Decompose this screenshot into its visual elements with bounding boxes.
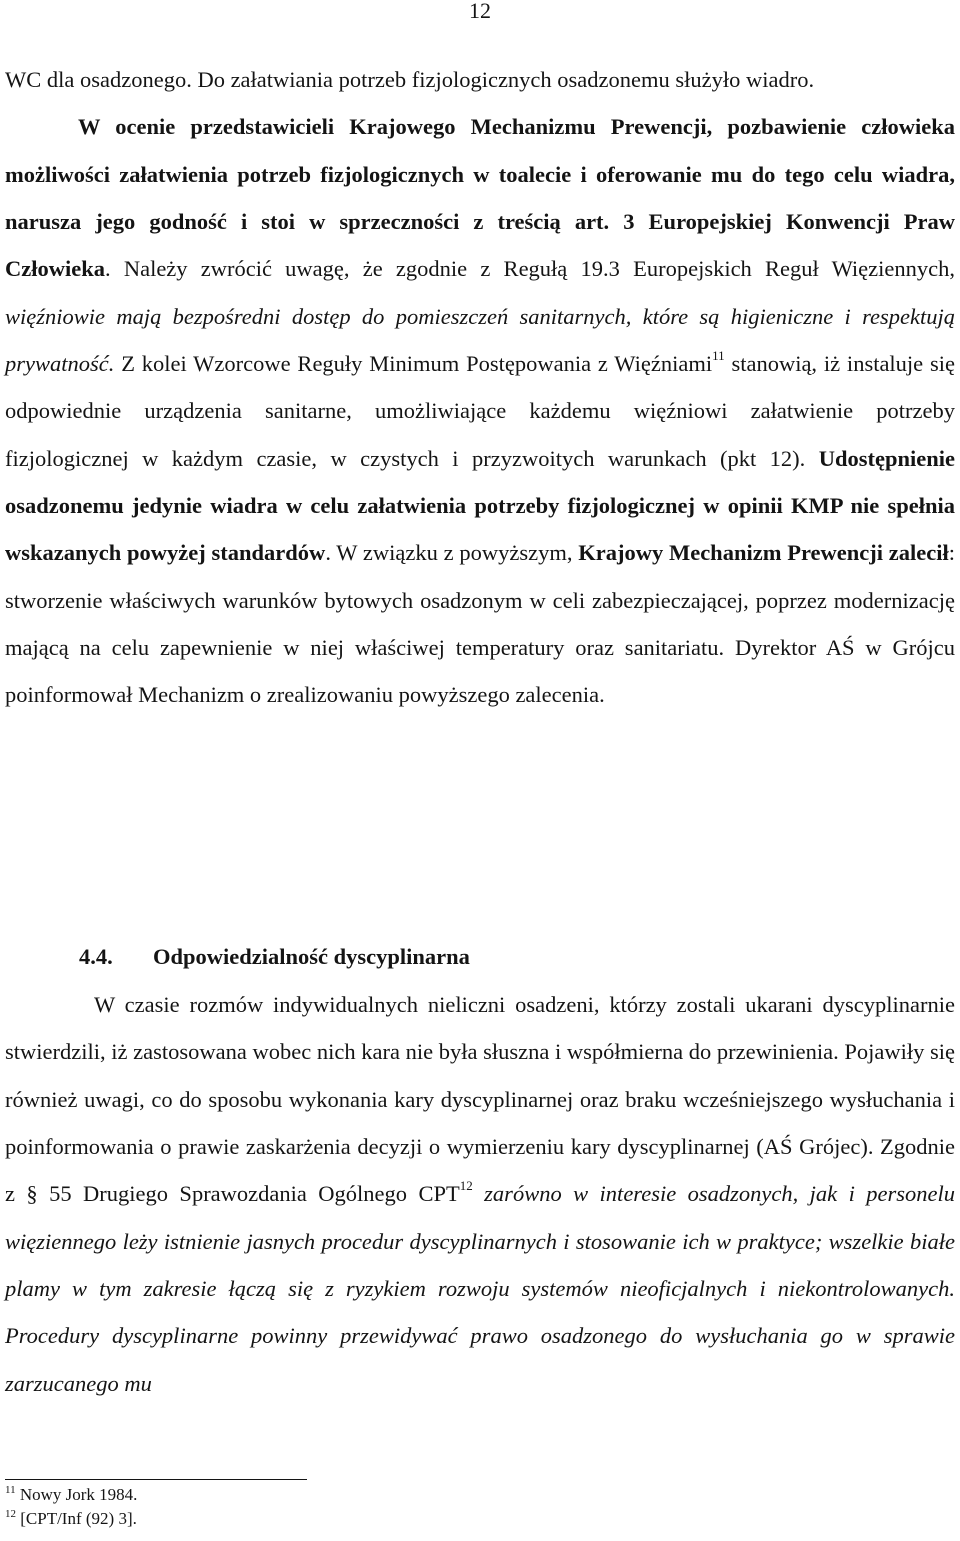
footnotes xyxy=(5,1483,705,1531)
footnote-text: [CPT/Inf (92) 3]. xyxy=(16,1509,137,1528)
paragraph-text: : stworzenie właściwych warunków bytowych osadzonym w celi zabezpieczającej, poprzez modernizację mającą na celu zapewnienie w niej właściwej temperatury oraz sanitariatu. Dyrektor AŚ w Grójcu poinformował Mechanizm o zrealizowaniu powyższego zalecenia. xyxy=(5,540,955,708)
footnote-ref-12: 12 xyxy=(459,1178,473,1194)
italic-quote: więźniowie mają bezpośredni dostęp do pomieszczeń sanitarnych, które są higieniczne i respektują prywatność. xyxy=(5,303,955,377)
paragraph-text: . W związku z powyższym, xyxy=(325,540,579,566)
section-number: 4.4. xyxy=(79,944,113,969)
footnote xyxy=(5,1507,705,1531)
italic-quote: zarówno w interesie osadzonych, jak i personelu więziennego leży istnienie jasnych procedur dyscyplinarnych i stosowanie ich w praktyce; wszelkie białe plamy w tym zakresie łączą się z ryzykiem rozwoju systemów nieoficjalnych i niekontrolowanych. Procedury dyscyplinarne powinny przewidywać prawo osadzonego do wysłuchania go w sprawie zarzucanego mu xyxy=(5,1181,955,1396)
paragraph-text: stanowią, iż instaluje się odpowiednie urządzenia sanitarne, umożliwiające każdemu więźniowi załatwienie potrzeby fizjologicznej w każdym czasie, w czystych i przyzwoitych warunkach (pkt 12). xyxy=(5,351,955,471)
paragraph xyxy=(5,56,955,103)
footnote-separator xyxy=(5,1479,307,1480)
footnote-mark: 12 xyxy=(5,1508,16,1520)
bold-text: Udostępnienie osadzonemu jedynie wiadra w celu załatwienia potrzeby fizjologicznej w opinii KMP nie spełnia wskazanych powyżej standardów xyxy=(5,445,955,566)
section-title: Odpowiedzialność dyscyplinarna xyxy=(153,944,470,969)
paragraph-text: . Należy zwrócić uwagę, że zgodnie z Regułą 19.3 Europejskich Reguł Więziennych, xyxy=(105,256,955,282)
paragraph-discipline xyxy=(5,981,955,1407)
body-text xyxy=(5,56,955,719)
paragraph-text: Z kolei Wzorcowe Reguły Minimum Postępowania z Więźniami xyxy=(114,351,713,377)
footnote-ref-11: 11 xyxy=(712,348,725,364)
footnote-mark: 11 xyxy=(5,1484,16,1496)
section-heading xyxy=(79,940,470,974)
paragraph-kmp-assessment xyxy=(5,103,955,718)
bold-text: W ocenie przedstawicieli Krajowego Mechanizmu Prewencji, pozbawienie człowieka możliwości załatwienia potrzeb fizjologicznych w toalecie i oferowanie mu do tego celu wiadra, narusza jego godność i stoi w sprzeczności z treścią art. 3 Europejskiej Konwencji Praw Człowieka xyxy=(5,114,955,282)
footnote xyxy=(5,1483,705,1507)
footnote-text: Nowy Jork 1984. xyxy=(15,1485,138,1504)
page-number: 12 xyxy=(469,0,491,23)
paragraph-text: W czasie rozmów indywidualnych nieliczni osadzeni, którzy zostali ukarani dyscyplinarnie stwierdzili, iż zastosowana wobec nich kara nie była słuszna i współmierna do przewinienia. Pojawiły się również uwagi, co do sposobu wykonania kary dyscyplinarnej oraz braku wcześniejszego wysłuchania i poinformowania o prawie zaskarżenia decyzji o wymierzeniu kary dyscyplinarnej (AŚ Grójec). Zgodnie z § 55 Drugiego Sprawozdania Ogólnego CPT xyxy=(5,992,955,1207)
body-text xyxy=(5,981,955,1407)
bold-text: Krajowy Mechanizm Prewencji zalecił xyxy=(578,540,949,566)
paragraph-text: WC dla osadzonego. Do załatwiania potrzeb fizjologicznych osadzonemu służyło wiadro. xyxy=(5,67,815,92)
